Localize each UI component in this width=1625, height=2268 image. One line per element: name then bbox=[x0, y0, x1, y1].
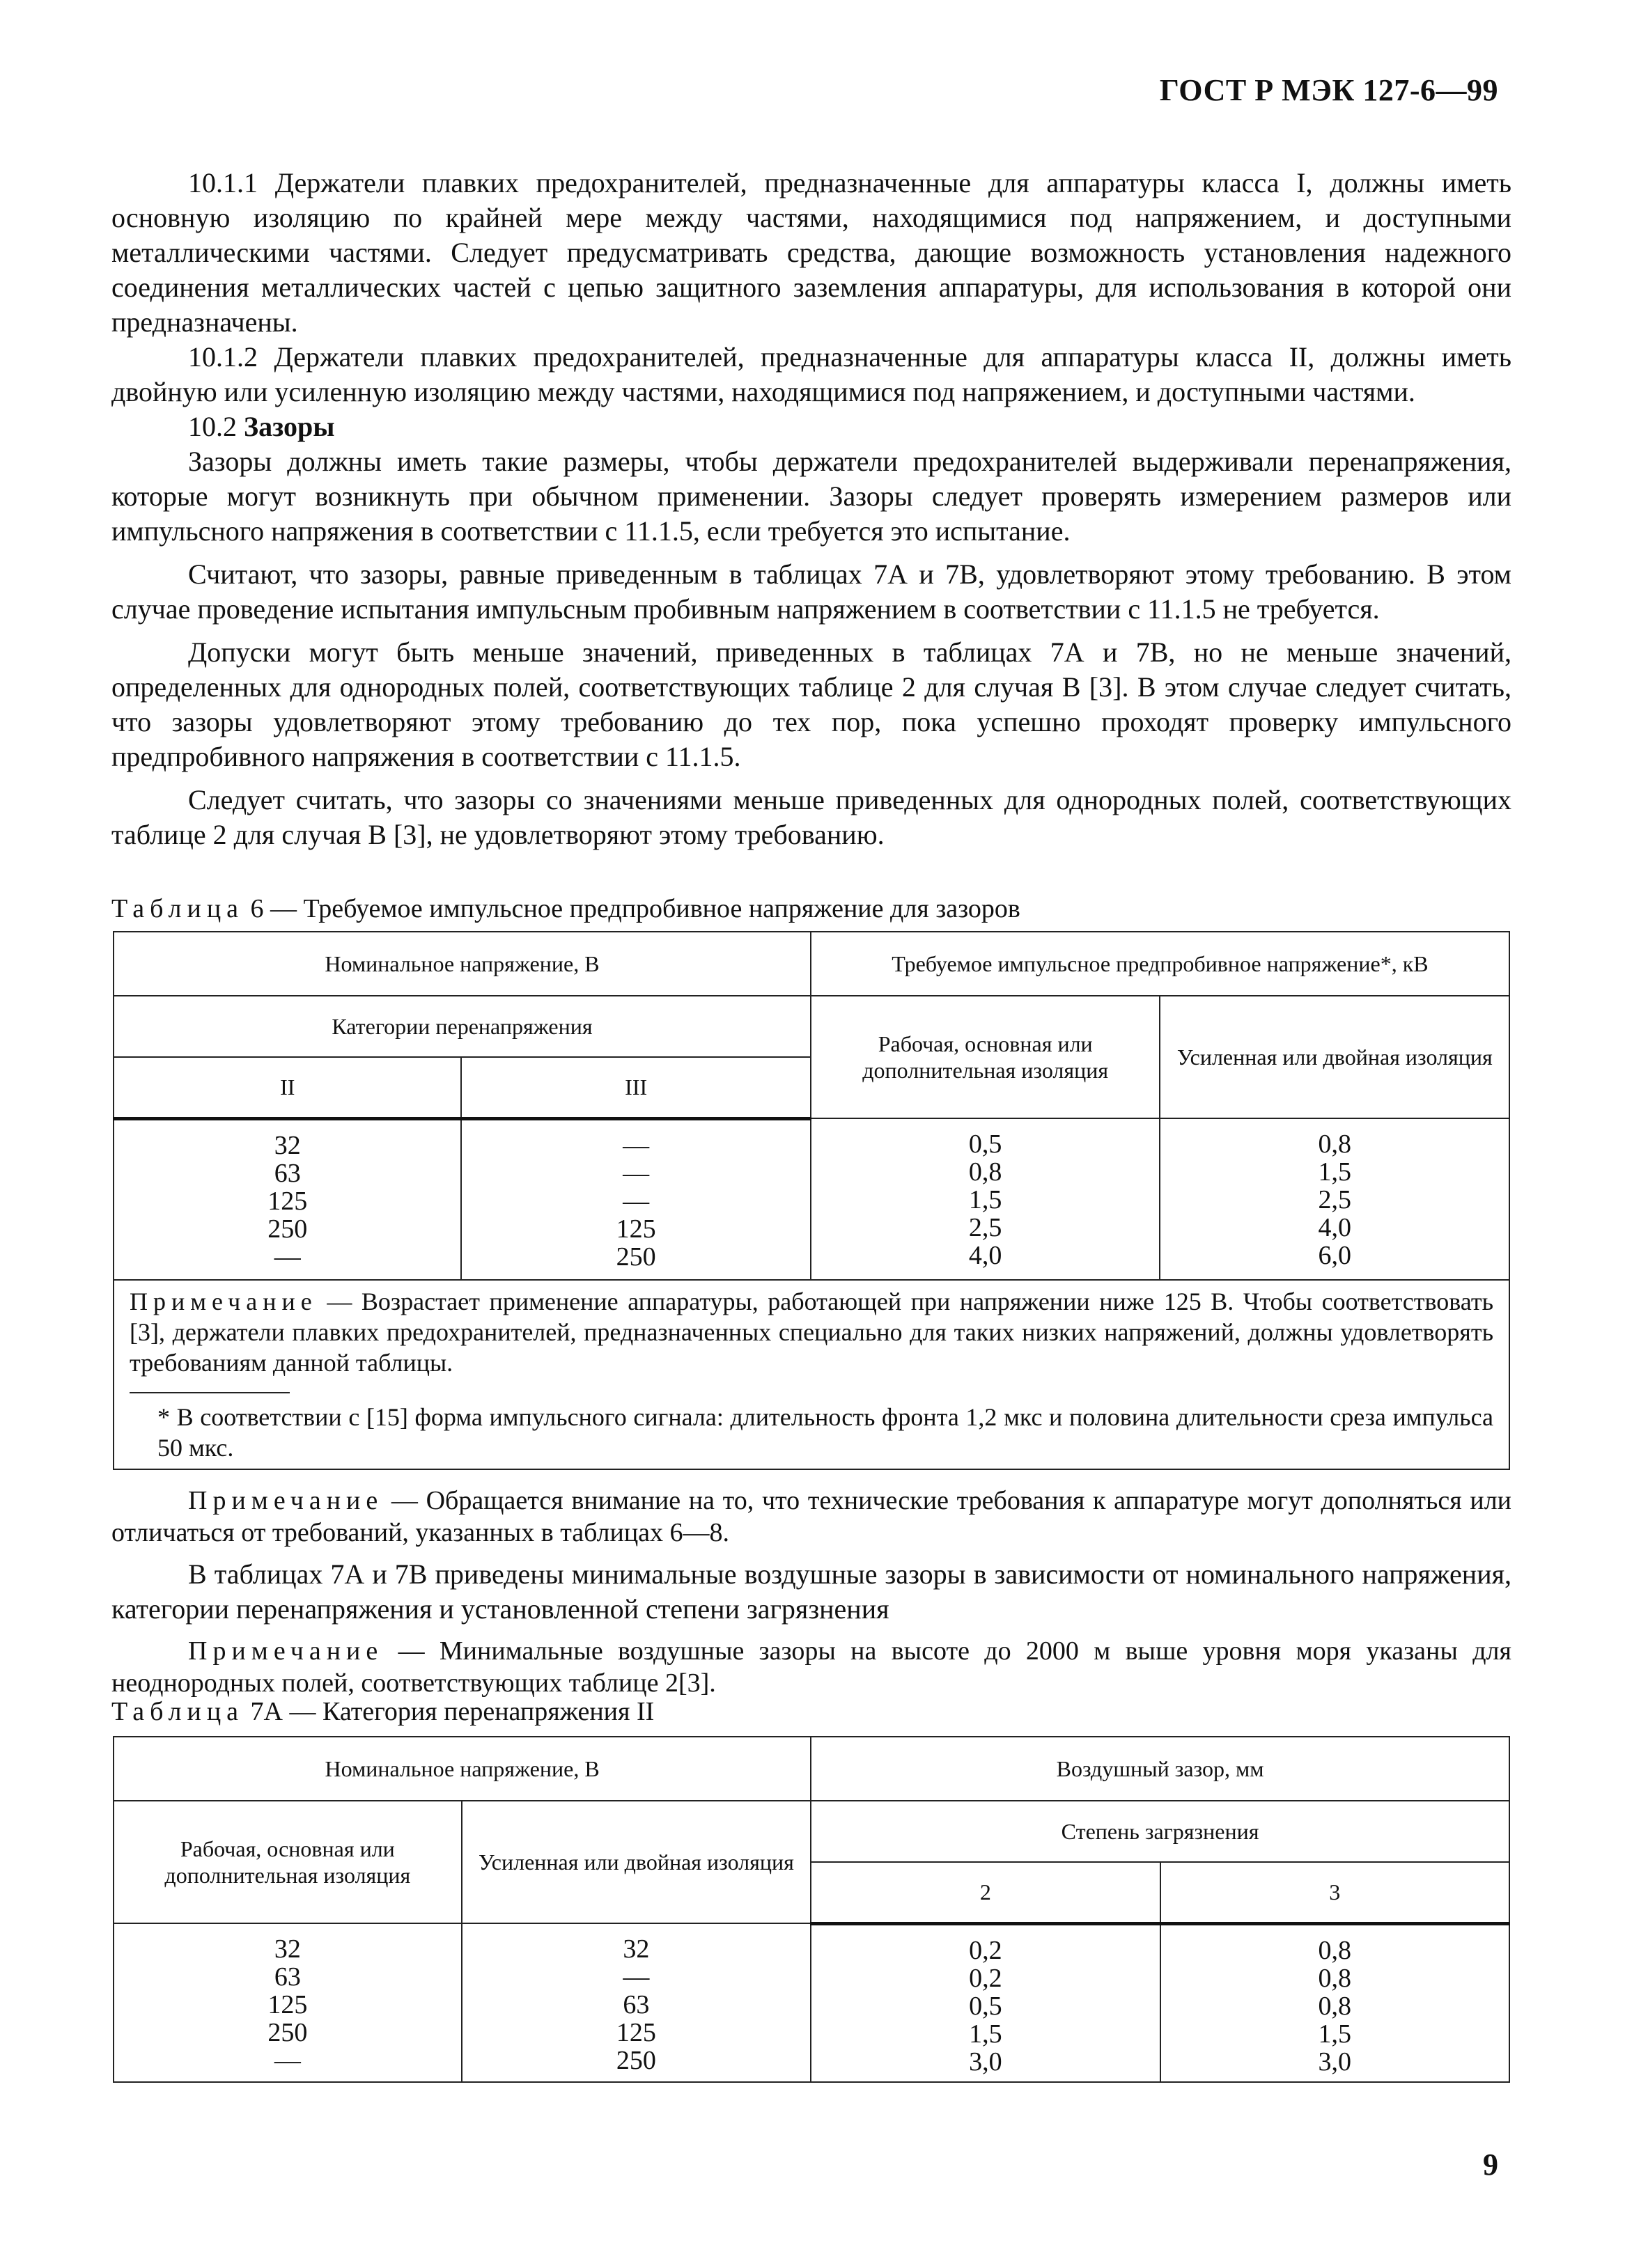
body-text bbox=[111, 166, 1511, 852]
table6-note-label: Примечание bbox=[130, 1288, 318, 1315]
table7a-header-basic: Рабочая, основная или дополнительная изоляция bbox=[114, 1801, 462, 1923]
note-1-label: Примечание bbox=[188, 1486, 384, 1515]
table7a-header-nominal: Номинальное напряжение, В bbox=[114, 1737, 811, 1801]
table6-note bbox=[130, 1286, 1493, 1378]
table6-header-reinforced: Усиленная или двойная изоляция bbox=[1160, 996, 1509, 1118]
document-header: ГОСТ Р МЭК 127-6—99 bbox=[1159, 73, 1498, 107]
table-6 bbox=[113, 931, 1510, 1470]
table6-col-cat2: 32 63 125 250 — bbox=[114, 1118, 461, 1280]
section-number: 10.2 bbox=[188, 411, 237, 442]
section-heading bbox=[111, 409, 1511, 444]
section-title: Зазоры bbox=[244, 411, 335, 442]
note-1 bbox=[111, 1485, 1511, 1549]
note-1-text: — Обращается внимание на то, что технические требования к аппаратуре могут дополняться или отличаться от требований, указанных в таблицах 6—8. bbox=[111, 1486, 1511, 1547]
table6-col-basic: 0,5 0,8 1,5 2,5 4,0 bbox=[811, 1118, 1160, 1280]
table6-header-cat3: III bbox=[461, 1057, 810, 1118]
paragraph-clearances-1: Зазоры должны иметь такие размеры, чтобы держатели предохранителей выдерживали перенапряжения, которые могут возникнуть при обычном применении. Зазоры следует проверять измерением размеров или импульсного напряжения в соответствии с 11.1.5, если требуется это испытание. bbox=[111, 446, 1511, 547]
paragraph-clearances-2: Считают, что зазоры, равные приведенным в таблицах 7А и 7В, удовлетворяют этому требованию. В этом случае проведение испытания импульсным пробивным напряжением в соответствии с 11.1.5 не требуется. bbox=[111, 558, 1511, 625]
table-7a bbox=[113, 1736, 1510, 2083]
table6-header-categories: Категории перенапряжения bbox=[114, 996, 811, 1057]
table6-caption-text: 6 — Требуемое импульсное предпробивное напряжение для зазоров bbox=[250, 894, 1020, 923]
table6-col-cat3: — — — 125 250 bbox=[461, 1118, 810, 1280]
paragraph-10-1-1: 10.1.1 Держатели плавких предохранителей, предназначенные для аппаратуры класса I, должны иметь основную изоляцию по крайней мере между частями, находящимися под напряжением, и доступными металлическими частями. Следует предусматривать средства, дающие возможность установления надежного соединения металлических частей с цепью защитного заземления аппаратуры, для использования в которой они предназначены. bbox=[111, 167, 1511, 338]
table7a-caption bbox=[111, 1696, 654, 1727]
table7a-header-reinforced: Усиленная или двойная изоляция bbox=[462, 1801, 811, 1923]
footnote-divider bbox=[130, 1392, 290, 1393]
note-2-label: Примечание bbox=[188, 1636, 384, 1666]
table7a-caption-label: Таблица bbox=[111, 1697, 244, 1726]
table6-footnote: * В соответствии с [15] форма импульсного сигнала: длительность фронта 1,2 мкс и половина длительности среза импульса 50 мкс. bbox=[157, 1403, 1493, 1462]
table7a-header-p2: 2 bbox=[811, 1862, 1160, 1923]
table7a-header-air: Воздушный зазор, мм bbox=[811, 1737, 1509, 1801]
table7a-col-p2: 0,2 0,2 0,5 1,5 3,0 bbox=[811, 1923, 1160, 2082]
table6-col-reinforced: 0,8 1,5 2,5 4,0 6,0 bbox=[1160, 1118, 1509, 1280]
table6-note-text: — Возрастает применение аппаратуры, работающей при напряжении ниже 125 В. Чтобы соответствовать [3], держатели плавких предохранителей, предназначенных специально для таких низких напряжений, должны удовлетворять требованиям данной таблицы. bbox=[130, 1288, 1493, 1377]
table7a-header-p3: 3 bbox=[1160, 1862, 1509, 1923]
table6-caption bbox=[111, 893, 1020, 924]
page-number: 9 bbox=[1483, 2148, 1498, 2182]
table6-header-basic: Рабочая, основная или дополнительная изоляция bbox=[811, 996, 1160, 1118]
table6-caption-label: Таблица bbox=[111, 894, 244, 923]
table6-header-cat2: II bbox=[114, 1057, 461, 1118]
table7a-col-reinforced: 32 — 63 125 250 bbox=[462, 1923, 811, 2082]
paragraph-clearances-4: Следует считать, что зазоры со значениями меньше приведенных для однородных полей, соответствующих таблице 2 для случая В [3], не удовлетворяют этому требованию. bbox=[111, 784, 1511, 850]
table6-header-required: Требуемое импульсное предпробивное напряжение*, кВ bbox=[811, 932, 1509, 996]
table7a-header-pollution: Степень загрязнения bbox=[811, 1801, 1509, 1862]
notes-block bbox=[111, 1485, 1511, 1699]
table6-header-nominal: Номинальное напряжение, В bbox=[114, 932, 811, 996]
note-2 bbox=[111, 1635, 1511, 1699]
paragraph-10-1-2: 10.1.2 Держатели плавких предохранителей, предназначенные для аппаратуры класса II, должны иметь двойную или усиленную изоляцию между частями, находящимися под напряжением, и доступными частями. bbox=[111, 341, 1511, 407]
table7a-col-basic: 32 63 125 250 — bbox=[114, 1923, 462, 2082]
table7a-caption-text: 7А — Категория перенапряжения II bbox=[250, 1697, 655, 1726]
paragraph-tables-7: В таблицах 7А и 7В приведены минимальные воздушные зазоры в зависимости от номинального напряжения, категории перенапряжения и установленной степени загрязнения bbox=[111, 1558, 1511, 1625]
table7a-col-p3: 0,8 0,8 0,8 1,5 3,0 bbox=[1160, 1923, 1509, 2082]
table6-note-cell bbox=[114, 1280, 1509, 1469]
note-2-text: — Минимальные воздушные зазоры на высоте до 2000 м выше уровня моря указаны для неоднородных полей, соответствующих таблице 2[3]. bbox=[111, 1636, 1511, 1698]
paragraph-clearances-3: Допуски могут быть меньше значений, приведенных в таблицах 7А и 7В, но не меньше значений, определенных для однородных полей, соответствующих таблице 2 для случая В [3]. В этом случае следует считать, что зазоры удовлетворяют этому требованию до тех пор, пока успешно проходят проверку импульсного предпробивного напряжения в соответствии с 11.1.5. bbox=[111, 636, 1511, 772]
